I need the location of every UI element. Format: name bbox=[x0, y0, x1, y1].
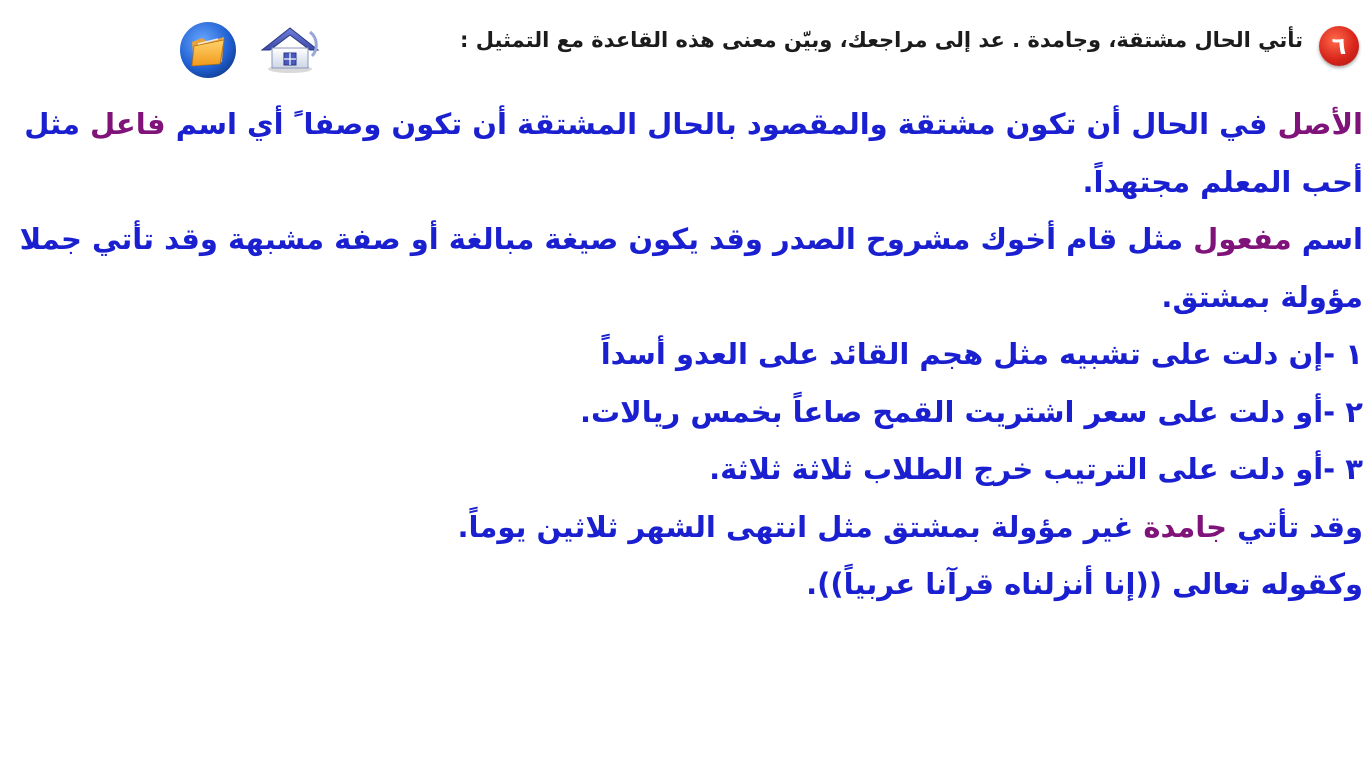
body-line-3 bbox=[19, 211, 1363, 269]
term-faail: فاعل bbox=[90, 107, 166, 141]
body-line-1-end: مثل bbox=[24, 107, 91, 141]
body-line-1-text: في الحال أن تكون مشتقة والمقصود بالحال المشتقة أن تكون وصفا ً أي اسم bbox=[165, 107, 1278, 141]
body-line-9: وكقوله تعالى ((إنا أنزلناه قرآنا عربياً)). bbox=[806, 567, 1363, 601]
explanation-body bbox=[19, 96, 1363, 614]
body-line-2: أحب المعلم مجتهداً. bbox=[1082, 164, 1363, 199]
list-item-2: ٢ -أو دلت على سعر اشتريت القمح صاعاً بخمس ريالات. bbox=[580, 394, 1363, 429]
body-line-3-text: مثل قام أخوك مشروح الصدر وقد يكون صيغة مبالغة أو صفة مشبهة وقد تأتي جملا bbox=[19, 222, 1194, 256]
body-line-4: مؤولة بمشتق. bbox=[1161, 279, 1363, 314]
question-header bbox=[0, 0, 1365, 90]
term-asl: الأصل bbox=[1277, 107, 1363, 141]
body-line-1 bbox=[24, 96, 1363, 154]
question-text: تأتي الحال مشتقة، وجامدة . عد إلى مراجعك، وبيّن معنى هذه القاعدة مع التمثيل : bbox=[459, 28, 1303, 52]
body-line-3-start: اسم bbox=[1291, 222, 1363, 256]
term-mafool: مفعول bbox=[1193, 222, 1292, 256]
term-jamida: جامدة bbox=[1143, 509, 1228, 544]
home-icon[interactable] bbox=[258, 24, 322, 74]
question-number: ٦ bbox=[1331, 32, 1347, 60]
folder-icon[interactable] bbox=[178, 20, 238, 80]
body-line-8-start: وقد تأتي bbox=[1227, 509, 1363, 544]
question-number-badge bbox=[1319, 26, 1359, 66]
body-line-8-text: غير مؤولة بمشتق مثل انتهى الشهر ثلاثين يوماً. bbox=[457, 509, 1144, 544]
body-line-8 bbox=[33, 499, 1363, 557]
list-item-3: ٣ -أو دلت على الترتيب خرج الطلاب ثلاثة ثلاثة. bbox=[709, 452, 1363, 486]
list-item-1: ١ -إن دلت على تشبيه مثل هجم القائد على العدو أسداً bbox=[600, 337, 1363, 371]
